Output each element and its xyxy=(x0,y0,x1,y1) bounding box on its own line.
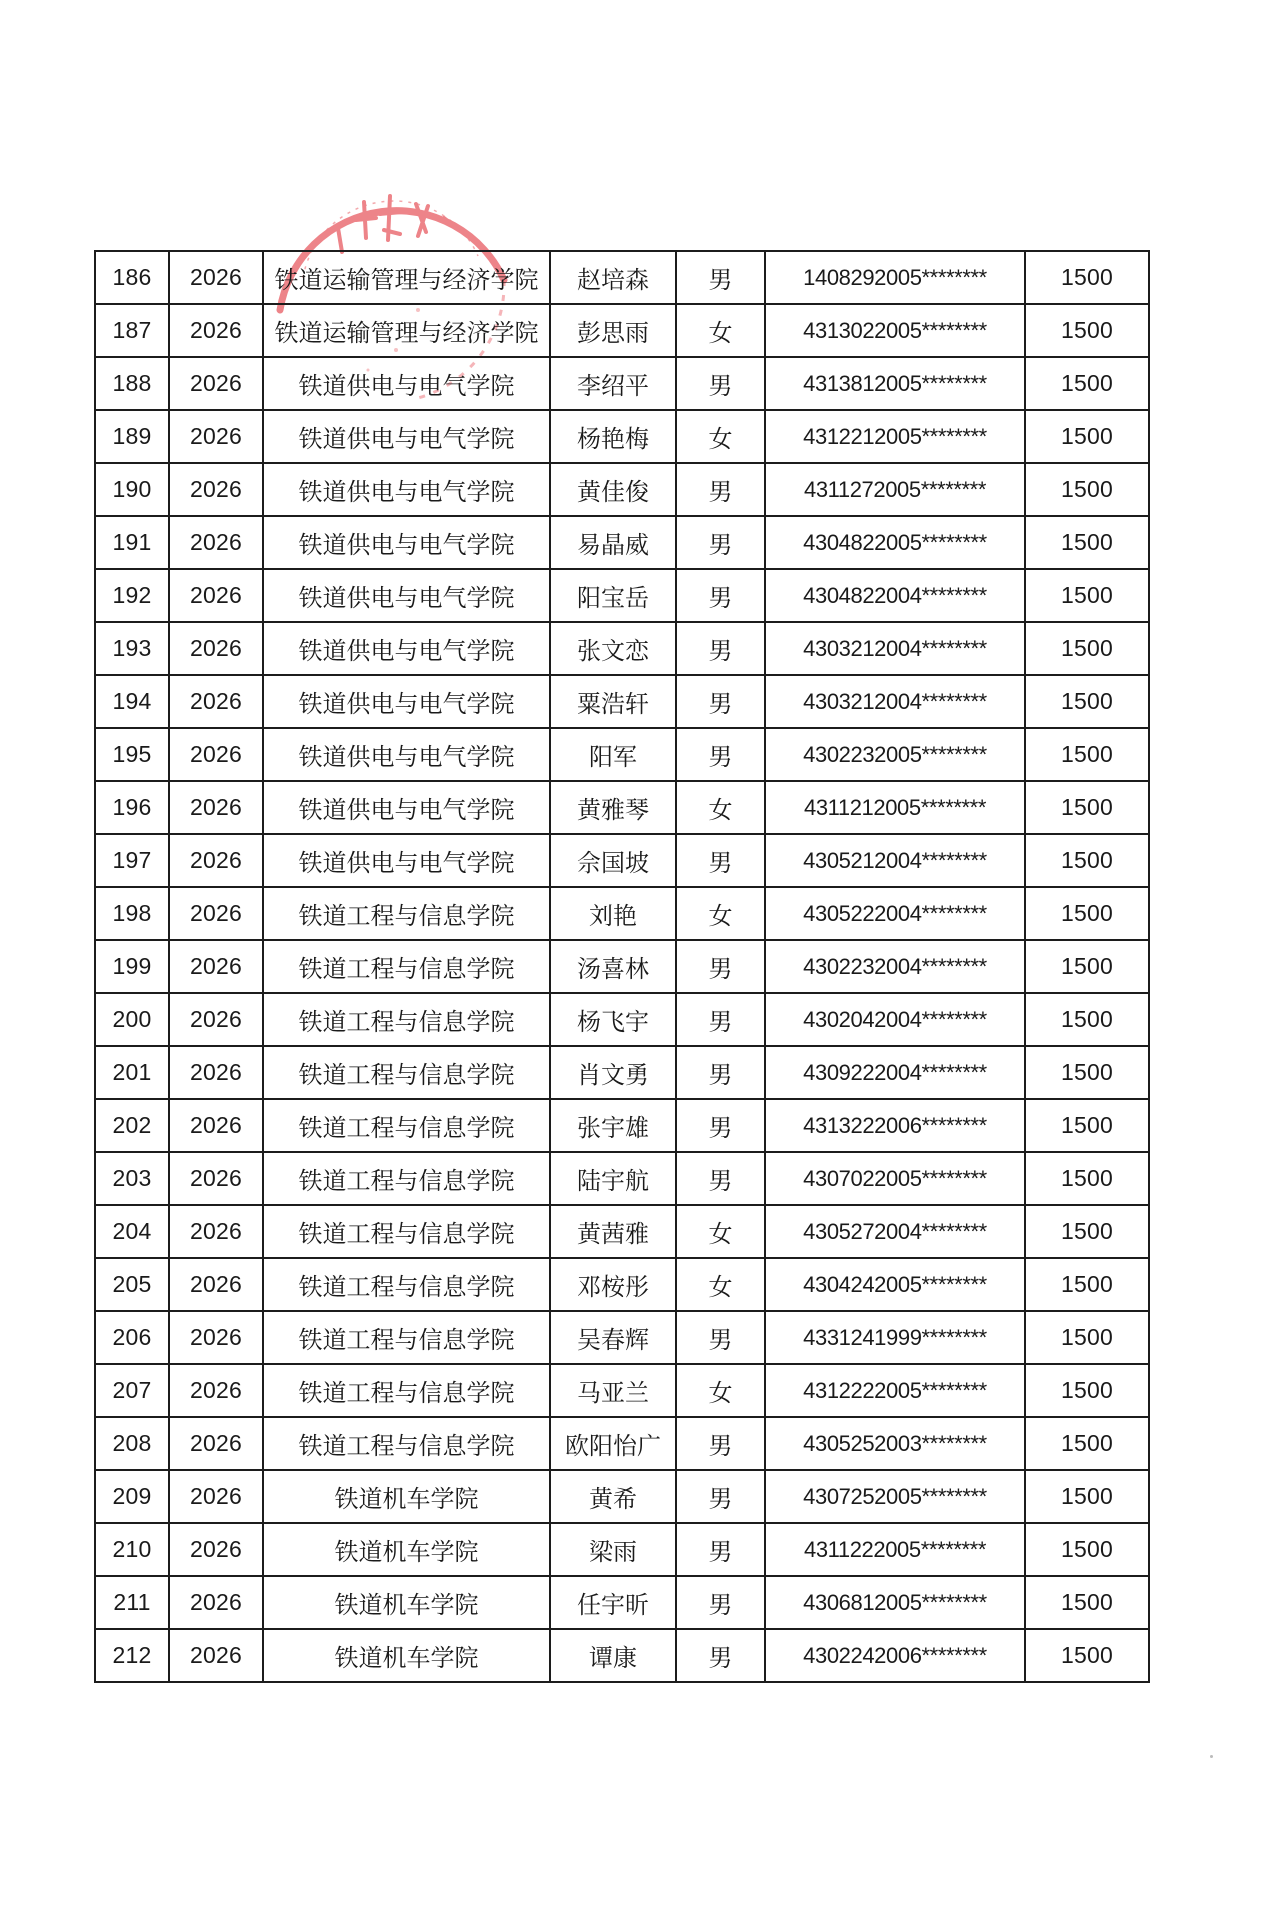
row-number-cell: 201 xyxy=(95,1046,169,1099)
gender-cell: 男 xyxy=(676,675,765,728)
row-number-cell: 188 xyxy=(95,357,169,410)
table-row xyxy=(95,569,1149,622)
table-row xyxy=(95,1311,1149,1364)
year-cell: 2026 xyxy=(169,1258,263,1311)
gender-cell: 男 xyxy=(676,622,765,675)
row-number-cell: 211 xyxy=(95,1576,169,1629)
gender-cell: 男 xyxy=(676,251,765,304)
gender-cell: 女 xyxy=(676,410,765,463)
year-cell: 2026 xyxy=(169,781,263,834)
college-cell: 铁道运输管理与经济学院 xyxy=(263,304,550,357)
table-row xyxy=(95,463,1149,516)
college-cell: 铁道工程与信息学院 xyxy=(263,1417,550,1470)
college-cell: 铁道工程与信息学院 xyxy=(263,1152,550,1205)
row-number-cell: 209 xyxy=(95,1470,169,1523)
college-cell: 铁道供电与电气学院 xyxy=(263,569,550,622)
row-number-cell: 212 xyxy=(95,1629,169,1682)
table-row xyxy=(95,728,1149,781)
id-number-cell: 4304822005******** xyxy=(765,516,1025,569)
year-cell: 2026 xyxy=(169,834,263,887)
row-number-cell: 192 xyxy=(95,569,169,622)
amount-cell: 1500 xyxy=(1025,1099,1149,1152)
college-cell: 铁道工程与信息学院 xyxy=(263,1205,550,1258)
year-cell: 2026 xyxy=(169,1576,263,1629)
table-row xyxy=(95,1629,1149,1682)
student-name-cell: 陆宇航 xyxy=(550,1152,676,1205)
id-number-cell: 4302232005******** xyxy=(765,728,1025,781)
student-name-cell: 邓桉彤 xyxy=(550,1258,676,1311)
student-name-cell: 梁雨 xyxy=(550,1523,676,1576)
row-number-cell: 205 xyxy=(95,1258,169,1311)
year-cell: 2026 xyxy=(169,1046,263,1099)
row-number-cell: 198 xyxy=(95,887,169,940)
amount-cell: 1500 xyxy=(1025,887,1149,940)
student-name-cell: 阳宝岳 xyxy=(550,569,676,622)
student-name-cell: 李绍平 xyxy=(550,357,676,410)
student-name-cell: 杨飞宇 xyxy=(550,993,676,1046)
row-number-cell: 204 xyxy=(95,1205,169,1258)
year-cell: 2026 xyxy=(169,1152,263,1205)
row-number-cell: 203 xyxy=(95,1152,169,1205)
college-cell: 铁道机车学院 xyxy=(263,1629,550,1682)
year-cell: 2026 xyxy=(169,993,263,1046)
id-number-cell: 4303212004******** xyxy=(765,622,1025,675)
college-cell: 铁道供电与电气学院 xyxy=(263,357,550,410)
table-row xyxy=(95,1205,1149,1258)
table-row xyxy=(95,675,1149,728)
year-cell: 2026 xyxy=(169,304,263,357)
table-row xyxy=(95,887,1149,940)
id-number-cell: 4311272005******** xyxy=(765,463,1025,516)
amount-cell: 1500 xyxy=(1025,569,1149,622)
table-row xyxy=(95,1258,1149,1311)
row-number-cell: 210 xyxy=(95,1523,169,1576)
amount-cell: 1500 xyxy=(1025,1152,1149,1205)
gender-cell: 男 xyxy=(676,1629,765,1682)
row-number-cell: 207 xyxy=(95,1364,169,1417)
amount-cell: 1500 xyxy=(1025,781,1149,834)
row-number-cell: 190 xyxy=(95,463,169,516)
year-cell: 2026 xyxy=(169,516,263,569)
student-name-cell: 阳军 xyxy=(550,728,676,781)
id-number-cell: 4305252003******** xyxy=(765,1417,1025,1470)
year-cell: 2026 xyxy=(169,569,263,622)
year-cell: 2026 xyxy=(169,887,263,940)
table-row xyxy=(95,1523,1149,1576)
row-number-cell: 189 xyxy=(95,410,169,463)
gender-cell: 女 xyxy=(676,1258,765,1311)
amount-cell: 1500 xyxy=(1025,516,1149,569)
college-cell: 铁道供电与电气学院 xyxy=(263,463,550,516)
table-row xyxy=(95,1364,1149,1417)
id-number-cell: 4305212004******** xyxy=(765,834,1025,887)
gender-cell: 女 xyxy=(676,887,765,940)
year-cell: 2026 xyxy=(169,622,263,675)
row-number-cell: 194 xyxy=(95,675,169,728)
year-cell: 2026 xyxy=(169,1523,263,1576)
student-name-cell: 黄雅琴 xyxy=(550,781,676,834)
gender-cell: 男 xyxy=(676,463,765,516)
id-number-cell: 4303212004******** xyxy=(765,675,1025,728)
student-name-cell: 黄佳俊 xyxy=(550,463,676,516)
amount-cell: 1500 xyxy=(1025,251,1149,304)
college-cell: 铁道工程与信息学院 xyxy=(263,887,550,940)
gender-cell: 女 xyxy=(676,1205,765,1258)
amount-cell: 1500 xyxy=(1025,1629,1149,1682)
student-name-cell: 张宇雄 xyxy=(550,1099,676,1152)
table-row xyxy=(95,940,1149,993)
gender-cell: 男 xyxy=(676,1046,765,1099)
id-number-cell: 4331241999******** xyxy=(765,1311,1025,1364)
year-cell: 2026 xyxy=(169,251,263,304)
id-number-cell: 4309222004******** xyxy=(765,1046,1025,1099)
gender-cell: 男 xyxy=(676,1417,765,1470)
college-cell: 铁道工程与信息学院 xyxy=(263,1258,550,1311)
year-cell: 2026 xyxy=(169,463,263,516)
table-row xyxy=(95,1046,1149,1099)
college-cell: 铁道机车学院 xyxy=(263,1523,550,1576)
table-row xyxy=(95,622,1149,675)
row-number-cell: 186 xyxy=(95,251,169,304)
gender-cell: 男 xyxy=(676,516,765,569)
amount-cell: 1500 xyxy=(1025,304,1149,357)
student-name-cell: 黄茜雅 xyxy=(550,1205,676,1258)
amount-cell: 1500 xyxy=(1025,1364,1149,1417)
table-row xyxy=(95,1152,1149,1205)
amount-cell: 1500 xyxy=(1025,1205,1149,1258)
amount-cell: 1500 xyxy=(1025,357,1149,410)
college-cell: 铁道机车学院 xyxy=(263,1576,550,1629)
gender-cell: 女 xyxy=(676,304,765,357)
amount-cell: 1500 xyxy=(1025,1046,1149,1099)
amount-cell: 1500 xyxy=(1025,1311,1149,1364)
college-cell: 铁道工程与信息学院 xyxy=(263,1046,550,1099)
id-number-cell: 4306812005******** xyxy=(765,1576,1025,1629)
year-cell: 2026 xyxy=(169,1629,263,1682)
scan-speck xyxy=(1210,1755,1213,1758)
student-name-cell: 谭康 xyxy=(550,1629,676,1682)
student-name-cell: 刘艳 xyxy=(550,887,676,940)
college-cell: 铁道供电与电气学院 xyxy=(263,410,550,463)
gender-cell: 男 xyxy=(676,1576,765,1629)
college-cell: 铁道供电与电气学院 xyxy=(263,728,550,781)
gender-cell: 女 xyxy=(676,1364,765,1417)
roster-table-body xyxy=(95,251,1149,1682)
student-name-cell: 粟浩轩 xyxy=(550,675,676,728)
id-number-cell: 4304822004******** xyxy=(765,569,1025,622)
id-number-cell: 4311222005******** xyxy=(765,1523,1025,1576)
student-name-cell: 欧阳怡广 xyxy=(550,1417,676,1470)
college-cell: 铁道工程与信息学院 xyxy=(263,1311,550,1364)
year-cell: 2026 xyxy=(169,1311,263,1364)
year-cell: 2026 xyxy=(169,1417,263,1470)
table-row xyxy=(95,781,1149,834)
table-row xyxy=(95,516,1149,569)
table-row xyxy=(95,1417,1149,1470)
row-number-cell: 196 xyxy=(95,781,169,834)
gender-cell: 男 xyxy=(676,1470,765,1523)
amount-cell: 1500 xyxy=(1025,1417,1149,1470)
row-number-cell: 187 xyxy=(95,304,169,357)
table-row xyxy=(95,834,1149,887)
amount-cell: 1500 xyxy=(1025,463,1149,516)
amount-cell: 1500 xyxy=(1025,728,1149,781)
amount-cell: 1500 xyxy=(1025,1576,1149,1629)
id-number-cell: 1408292005******** xyxy=(765,251,1025,304)
id-number-cell: 4312212005******** xyxy=(765,410,1025,463)
row-number-cell: 202 xyxy=(95,1099,169,1152)
student-name-cell: 黄希 xyxy=(550,1470,676,1523)
row-number-cell: 200 xyxy=(95,993,169,1046)
id-number-cell: 4302232004******** xyxy=(765,940,1025,993)
college-cell: 铁道供电与电气学院 xyxy=(263,622,550,675)
college-cell: 铁道供电与电气学院 xyxy=(263,781,550,834)
student-name-cell: 彭思雨 xyxy=(550,304,676,357)
table-row xyxy=(95,357,1149,410)
table-row xyxy=(95,1576,1149,1629)
id-number-cell: 4311212005******** xyxy=(765,781,1025,834)
college-cell: 铁道供电与电气学院 xyxy=(263,516,550,569)
id-number-cell: 4304242005******** xyxy=(765,1258,1025,1311)
college-cell: 铁道供电与电气学院 xyxy=(263,834,550,887)
student-name-cell: 汤喜林 xyxy=(550,940,676,993)
amount-cell: 1500 xyxy=(1025,1258,1149,1311)
row-number-cell: 191 xyxy=(95,516,169,569)
id-number-cell: 4312222005******** xyxy=(765,1364,1025,1417)
gender-cell: 男 xyxy=(676,357,765,410)
year-cell: 2026 xyxy=(169,1470,263,1523)
year-cell: 2026 xyxy=(169,1364,263,1417)
college-cell: 铁道工程与信息学院 xyxy=(263,1099,550,1152)
gender-cell: 男 xyxy=(676,1152,765,1205)
table-row xyxy=(95,251,1149,304)
gender-cell: 男 xyxy=(676,569,765,622)
year-cell: 2026 xyxy=(169,940,263,993)
id-number-cell: 4313812005******** xyxy=(765,357,1025,410)
id-number-cell: 4302042004******** xyxy=(765,993,1025,1046)
id-number-cell: 4307022005******** xyxy=(765,1152,1025,1205)
college-cell: 铁道运输管理与经济学院 xyxy=(263,251,550,304)
amount-cell: 1500 xyxy=(1025,1523,1149,1576)
year-cell: 2026 xyxy=(169,410,263,463)
student-name-cell: 肖文勇 xyxy=(550,1046,676,1099)
year-cell: 2026 xyxy=(169,357,263,410)
college-cell: 铁道工程与信息学院 xyxy=(263,1364,550,1417)
student-name-cell: 赵培森 xyxy=(550,251,676,304)
amount-cell: 1500 xyxy=(1025,993,1149,1046)
row-number-cell: 208 xyxy=(95,1417,169,1470)
student-name-cell: 任宇昕 xyxy=(550,1576,676,1629)
row-number-cell: 206 xyxy=(95,1311,169,1364)
table-row xyxy=(95,1099,1149,1152)
amount-cell: 1500 xyxy=(1025,410,1149,463)
year-cell: 2026 xyxy=(169,1099,263,1152)
table-row xyxy=(95,1470,1149,1523)
college-cell: 铁道工程与信息学院 xyxy=(263,940,550,993)
amount-cell: 1500 xyxy=(1025,622,1149,675)
student-name-cell: 佘国坡 xyxy=(550,834,676,887)
id-number-cell: 4313222006******** xyxy=(765,1099,1025,1152)
gender-cell: 女 xyxy=(676,781,765,834)
row-number-cell: 199 xyxy=(95,940,169,993)
year-cell: 2026 xyxy=(169,1205,263,1258)
student-name-cell: 杨艳梅 xyxy=(550,410,676,463)
amount-cell: 1500 xyxy=(1025,940,1149,993)
gender-cell: 男 xyxy=(676,1311,765,1364)
table-row xyxy=(95,304,1149,357)
row-number-cell: 195 xyxy=(95,728,169,781)
student-name-cell: 易晶威 xyxy=(550,516,676,569)
amount-cell: 1500 xyxy=(1025,675,1149,728)
row-number-cell: 197 xyxy=(95,834,169,887)
table-row xyxy=(95,993,1149,1046)
id-number-cell: 4305222004******** xyxy=(765,887,1025,940)
gender-cell: 男 xyxy=(676,940,765,993)
gender-cell: 男 xyxy=(676,1099,765,1152)
year-cell: 2026 xyxy=(169,728,263,781)
id-number-cell: 4307252005******** xyxy=(765,1470,1025,1523)
student-name-cell: 张文恋 xyxy=(550,622,676,675)
year-cell: 2026 xyxy=(169,675,263,728)
scholarship-roster-table xyxy=(94,250,1150,1683)
amount-cell: 1500 xyxy=(1025,834,1149,887)
id-number-cell: 4313022005******** xyxy=(765,304,1025,357)
table-row xyxy=(95,410,1149,463)
gender-cell: 男 xyxy=(676,993,765,1046)
id-number-cell: 4302242006******** xyxy=(765,1629,1025,1682)
college-cell: 铁道机车学院 xyxy=(263,1470,550,1523)
gender-cell: 男 xyxy=(676,728,765,781)
college-cell: 铁道供电与电气学院 xyxy=(263,675,550,728)
student-name-cell: 马亚兰 xyxy=(550,1364,676,1417)
amount-cell: 1500 xyxy=(1025,1470,1149,1523)
row-number-cell: 193 xyxy=(95,622,169,675)
student-name-cell: 吴春辉 xyxy=(550,1311,676,1364)
college-cell: 铁道工程与信息学院 xyxy=(263,993,550,1046)
gender-cell: 男 xyxy=(676,834,765,887)
id-number-cell: 4305272004******** xyxy=(765,1205,1025,1258)
gender-cell: 男 xyxy=(676,1523,765,1576)
